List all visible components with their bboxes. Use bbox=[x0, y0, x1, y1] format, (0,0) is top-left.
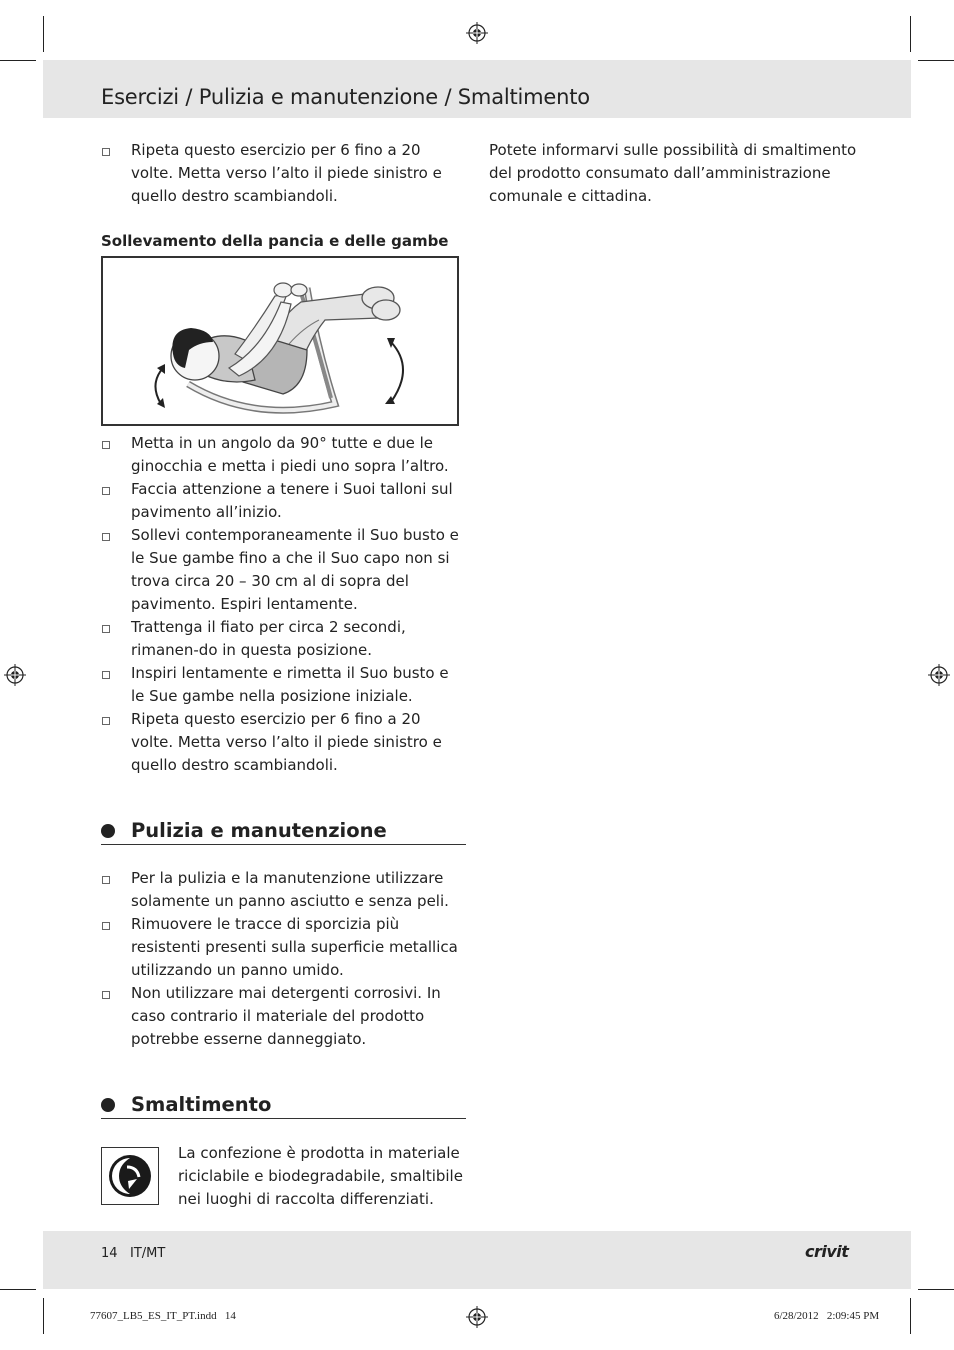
registration-mark-icon bbox=[466, 1306, 488, 1328]
recycle-row bbox=[101, 1142, 466, 1211]
cleaning-heading-text: Pulizia e manutenzione bbox=[131, 819, 387, 842]
disposal-info-text: Potete informarvi sulle possibilità di smaltimento del prodotto consumato dall’amministrazione comunale e cittadina. bbox=[489, 141, 857, 205]
recycle-text: La confezione è prodotta in materiale riciclabile e biodegradabile, smaltibile nei luoghi di raccolta differenziati. bbox=[178, 1144, 463, 1208]
list-item: Sollevi contemporaneamente il Suo busto e le Sue gambe fino a che il Suo capo non si trova circa 20 – 30 cm al di sopra del pavimento. Espiri lentamente. bbox=[101, 524, 466, 616]
crop-mark bbox=[918, 1289, 954, 1290]
exercise-steps-list bbox=[101, 432, 466, 777]
language-code: IT/MT bbox=[130, 1246, 166, 1261]
list-item: Trattenga il fiato per circa 2 secondi, rimanen-do in questa posizione. bbox=[101, 616, 466, 662]
crop-mark bbox=[0, 1289, 36, 1290]
page-number: 14 bbox=[101, 1246, 118, 1261]
registration-mark-icon bbox=[928, 664, 950, 686]
file-slug: 77607_LB5_ES_IT_PT.indd 14 bbox=[90, 1310, 236, 1322]
list-item: Inspiri lentamente e rimetta il Suo busto e le Sue gambe nella posizione iniziale. bbox=[101, 662, 466, 708]
print-timestamp: 6/28/2012 2:09:45 PM bbox=[774, 1310, 880, 1322]
list-item: Per la pulizia e la manutenzione utilizzare solamente un panno asciutto e senza peli. bbox=[101, 867, 466, 913]
bullet-dot-icon bbox=[101, 1098, 115, 1112]
brand-logo: crivit bbox=[805, 1242, 849, 1261]
right-column bbox=[489, 139, 859, 208]
footer-band bbox=[43, 1231, 911, 1289]
cleaning-heading bbox=[101, 819, 466, 845]
list-item: Non utilizzare mai detergenti corrosivi. In caso contrario il materiale del prodotto potrebbe esserne danneggiato. bbox=[101, 982, 466, 1051]
green-dot-recycle-icon bbox=[101, 1147, 159, 1205]
crop-mark bbox=[43, 1298, 44, 1334]
list-item: Rimuovere le tracce di sporcizia più resistenti presenti sulla superficie metallica utilizzando un panno umido. bbox=[101, 913, 466, 982]
list-item: Ripeta questo esercizio per 6 fino a 20 volte. Metta verso l’alto il piede sinistro e quello destro scambiandoli. bbox=[101, 139, 466, 208]
list-item: Ripeta questo esercizio per 6 fino a 20 volte. Metta verso l’alto il piede sinistro e quello destro scambiandoli. bbox=[101, 708, 466, 777]
exercise-figure-svg bbox=[103, 258, 457, 424]
list-item: Metta in un angolo da 90° tutte e due le ginocchia e metta i piedi uno sopra l’altro. bbox=[101, 432, 466, 478]
disposal-heading-text: Smaltimento bbox=[131, 1093, 272, 1116]
crop-mark bbox=[0, 60, 36, 61]
exercise-heading: Sollevamento della pancia e delle gambe bbox=[101, 232, 449, 250]
page-title: Esercizi / Pulizia e manutenzione / Smaltimento bbox=[101, 85, 590, 109]
crop-mark bbox=[910, 1298, 911, 1334]
registration-mark-icon bbox=[466, 22, 488, 44]
intro-list bbox=[101, 139, 466, 208]
left-column bbox=[101, 139, 466, 1211]
bullet-dot-icon bbox=[101, 824, 115, 838]
crop-mark bbox=[910, 16, 911, 52]
registration-mark-icon bbox=[4, 664, 26, 686]
disposal-heading bbox=[101, 1093, 466, 1119]
crop-mark bbox=[918, 60, 954, 61]
exercise-illustration bbox=[101, 256, 459, 426]
list-item: Faccia attenzione a tenere i Suoi talloni sul pavimento all’inizio. bbox=[101, 478, 466, 524]
cleaning-list bbox=[101, 867, 466, 1051]
crop-mark bbox=[43, 16, 44, 52]
